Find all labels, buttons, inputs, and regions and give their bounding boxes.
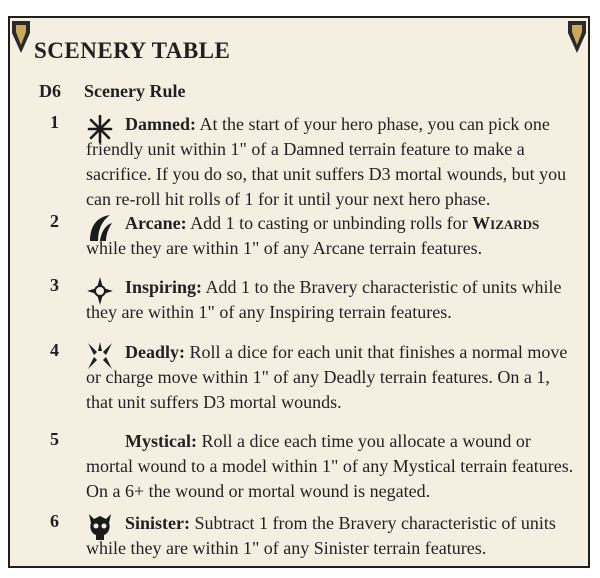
rule-name: Sinister: bbox=[125, 513, 190, 533]
row-inspiring-text bbox=[86, 275, 576, 325]
row-number: 6 bbox=[50, 511, 59, 531]
rule-name: Inspiring: bbox=[125, 277, 203, 297]
corner-ornament-left-icon bbox=[10, 19, 32, 55]
row-number: 3 bbox=[50, 275, 59, 295]
corner-ornament-right-icon bbox=[566, 19, 588, 55]
row-number: 5 bbox=[50, 429, 59, 449]
rule-name: Damned: bbox=[125, 114, 196, 134]
rule-description: Add 1 to the Bravery characteristic of units while they are within 1" of any Inspiring terrain features. bbox=[86, 277, 562, 322]
rule-description-after: while they are within 1" of any Arcane terrain features. bbox=[86, 238, 483, 258]
table-title: SCENERY TABLE bbox=[34, 38, 231, 63]
d6-column-header: D6 bbox=[39, 81, 61, 101]
wizards-keyword: Wizards bbox=[472, 213, 540, 233]
rule-description-before: Add 1 to casting or unbinding rolls for bbox=[190, 213, 468, 233]
row-deadly-text bbox=[86, 340, 576, 415]
rule-description: At the start of your hero phase, you can pick one friendly unit within 1" of a Damned terrain feature to make a sacrifice. If you do so, that unit suffers D3 mortal wounds, but you can re-roll hit rolls of 1 for it until your next hero phase. bbox=[86, 114, 567, 209]
rule-name: Mystical: bbox=[125, 431, 197, 451]
row-number: 2 bbox=[50, 211, 59, 231]
row-sinister-text bbox=[86, 511, 576, 561]
row-number: 4 bbox=[50, 340, 59, 360]
row-arcane-text bbox=[86, 211, 576, 261]
scenery-table-panel bbox=[8, 16, 590, 568]
rule-name: Deadly: bbox=[125, 342, 185, 362]
rule-name: Arcane: bbox=[125, 213, 187, 233]
row-number: 1 bbox=[50, 112, 59, 132]
rule-column-header: Scenery Rule bbox=[84, 81, 186, 101]
rule-description: Subtract 1 from the Bravery characteristic of units while they are within 1" of any Sinister terrain features. bbox=[86, 513, 556, 558]
rule-description: Roll a dice for each unit that finishes a normal move or charge move within 1" of any Deadly terrain features. On a 1, that unit suffers D3 mortal wounds. bbox=[86, 342, 568, 412]
row-mystical-text bbox=[86, 429, 576, 504]
rule-description: Roll a dice each time you allocate a wound or mortal wound to a model within 1" of any Mystical terrain features. On a 6+ the wound or mortal wound is negated. bbox=[86, 431, 574, 501]
row-damned-text bbox=[86, 112, 576, 212]
